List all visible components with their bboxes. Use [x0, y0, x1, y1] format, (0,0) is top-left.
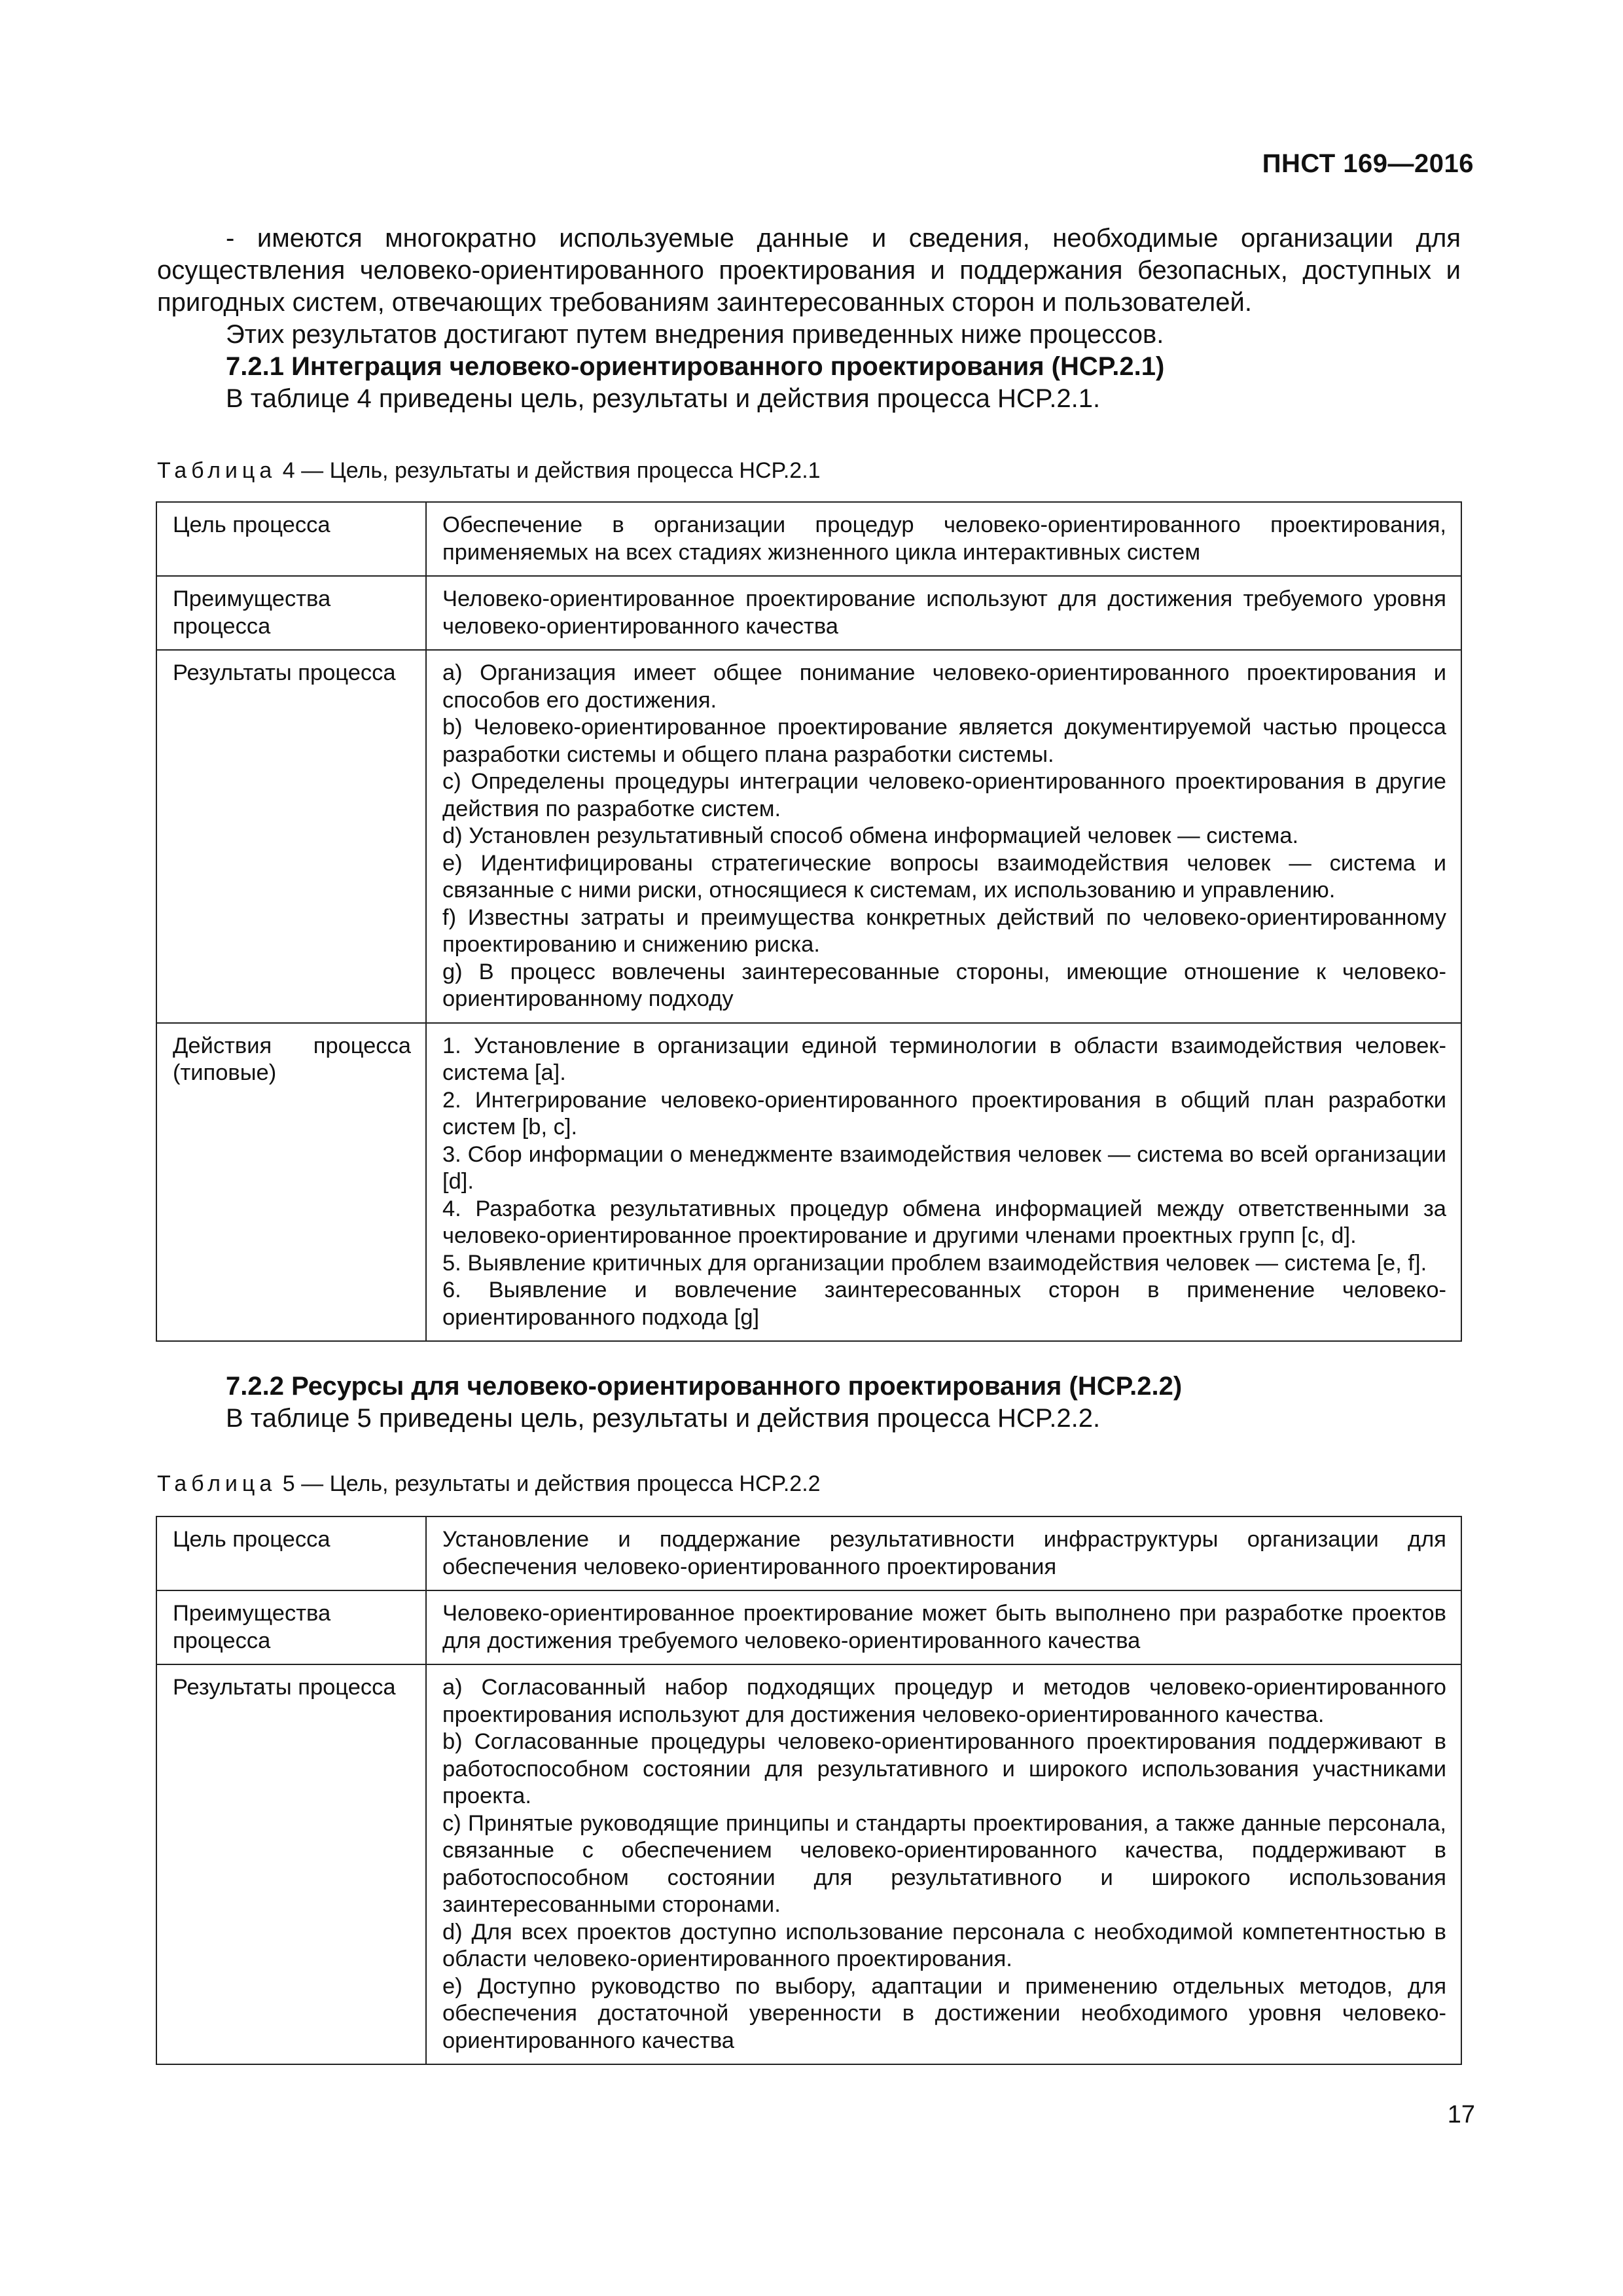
content-line: Человеко-ориентированное проектирование может быть выполнено при разработке проектов для достижения требуемого человеко-ориентированного качества: [442, 1601, 1446, 1653]
row-label: Цель процесса: [156, 1516, 426, 1590]
section-7-2-2-block: [157, 1371, 1461, 1435]
content-line: a) Организация имеет общее понимание человеко-ориентированного проектирования и способов его достижения.: [442, 660, 1446, 713]
content-line: a) Согласованный набор подходящих процедур и методов человеко-ориентированного проектирования используют для достижения человеко-ориентированного качества.: [442, 1675, 1446, 1727]
table-row: [156, 502, 1461, 576]
table-row: [156, 1516, 1461, 1590]
table5-caption-word: Таблица: [157, 1471, 277, 1496]
content-line: 6. Выявление и вовлечение заинтересованных сторон в применение человеко-ориентированного подхода [g]: [442, 1278, 1446, 1330]
table5-caption-text: 5 — Цель, результаты и действия процесса HCP.2.2: [282, 1471, 821, 1496]
section-lead-7-2-2: В таблице 5 приведены цель, результаты и действия процесса HCP.2.2.: [226, 1404, 1101, 1433]
table-row: [156, 576, 1461, 650]
document-code: ПНСТ 169—2016: [1262, 149, 1474, 178]
content-line: e) Доступно руководство по выбору, адаптации и применению отдельных методов, для обеспечения достаточной уверенности в достижении необходимого уровня человеко-ориентированного качества: [442, 1973, 1446, 2053]
row-content: [426, 650, 1461, 1023]
content-line: b) Человеко-ориентированное проектирование является документируемой частью процесса разработки системы и общего плана разработки системы.: [442, 715, 1446, 767]
table-5: [156, 1516, 1462, 2065]
row-content: [426, 1664, 1461, 2064]
section-lead-7-2-1: В таблице 4 приведены цель, результаты и действия процесса HCP.2.1.: [226, 384, 1101, 413]
content-line: 2. Интегрирование человеко-ориентированного проектирования в общий план разработки систем [b, c].: [442, 1087, 1446, 1139]
row-content: [426, 1023, 1461, 1342]
content-line: 1. Установление в организации единой терминологии в области взаимодействия человек-система [a].: [442, 1033, 1446, 1085]
content-line: Обеспечение в организации процедур человеко-ориентированного проектирования, применяемых на всех стадиях жизненного цикла интерактивных систем: [442, 512, 1446, 565]
table-4: [156, 501, 1462, 1342]
content-line: Человеко-ориентированное проектирование используют для достижения требуемого уровня человеко-ориентированного качества: [442, 586, 1446, 639]
row-content: [426, 502, 1461, 576]
bullet-paragraph: - имеются многократно используемые данные и сведения, необходимые организации для осуществления человеко-ориентированного проектирования и поддержания безопасных, доступных и пригодных систем, отвечающих требованиям заинтересованных сторон и пользователей.: [157, 224, 1461, 317]
table-row: [156, 1664, 1461, 2064]
row-label: Преимущества процесса: [156, 1590, 426, 1664]
content-line: Установление и поддержание результативности инфраструктуры организации для обеспечения человеко-ориентированного проектирования: [442, 1527, 1446, 1579]
table4-caption-text: 4 — Цель, результаты и действия процесса HCP.2.1: [282, 458, 821, 483]
row-label: Преимущества процесса: [156, 576, 426, 650]
content-line: e) Идентифицированы стратегические вопросы взаимодействия человек — система и связанные с ними риски, относящиеся к системам, их использованию и управлению.: [442, 850, 1446, 903]
content-line: 5. Выявление критичных для организации проблем взаимодействия человек — система [e, f].: [442, 1250, 1427, 1276]
table-row: [156, 1590, 1461, 1664]
content-line: d) Установлен результативный способ обмена информацией человек — система.: [442, 823, 1299, 848]
row-content: [426, 1590, 1461, 1664]
content-line: 3. Сбор информации о менеджменте взаимодействия человек — система во всей организации [d].: [442, 1141, 1446, 1194]
intro-block: [157, 223, 1461, 415]
content-line: c) Принятые руководящие принципы и стандарты проектирования, а также данные персонала, связанные с обеспечением человеко-ориентированного качества, поддерживают в работоспособном состоянии для результативного и широкого использования заинтересованными сторонами.: [442, 1810, 1446, 1917]
table4-caption: [157, 458, 821, 484]
summary-paragraph: Этих результатов достигают путем внедрения приведенных ниже процессов.: [226, 320, 1164, 349]
table-row: [156, 650, 1461, 1023]
section-heading-7-2-2: 7.2.2 Ресурсы для человеко-ориентированного проектирования (HCP.2.2): [226, 1372, 1183, 1401]
page-number: 17: [1447, 2101, 1475, 2128]
row-label: Результаты процесса: [156, 650, 426, 1023]
content-line: 4. Разработка результативных процедур обмена информацией между ответственными за человеко-ориентированное проектирование и другими членами проектных групп [c, d].: [442, 1196, 1446, 1248]
content-line: b) Согласованные процедуры человеко-ориентированного проектирования поддерживают в работоспособном состоянии для результативного и широкого использования участниками проекта.: [442, 1729, 1446, 1808]
content-line: c) Определены процедуры интеграции человеко-ориентированного проектирования в другие действия по разработке систем.: [442, 769, 1446, 821]
table5-caption: [157, 1471, 821, 1497]
row-label: Цель процесса: [156, 502, 426, 576]
table4-body: [156, 502, 1461, 1341]
content-line: g) В процесс вовлечены заинтересованные стороны, имеющие отношение к человеко-ориентированному подходу: [442, 959, 1446, 1011]
row-content: [426, 1516, 1461, 1590]
section-heading-7-2-1: 7.2.1 Интеграция человеко-ориентированного проектирования (HCP.2.1): [226, 352, 1165, 381]
row-label: Результаты процесса: [156, 1664, 426, 2064]
table4-caption-word: Таблица: [157, 458, 277, 483]
row-content: [426, 576, 1461, 650]
content-line: f) Известны затраты и преимущества конкретных действий по человеко-ориентированному проектированию и снижению риска.: [442, 905, 1446, 957]
table5-body: [156, 1516, 1461, 2064]
table-row: [156, 1023, 1461, 1342]
content-line: d) Для всех проектов доступно использование персонала с необходимой компетентностью в области человеко-ориентированного проектирования.: [442, 1919, 1446, 1971]
row-label: Действия процесса (типовые): [156, 1023, 426, 1342]
